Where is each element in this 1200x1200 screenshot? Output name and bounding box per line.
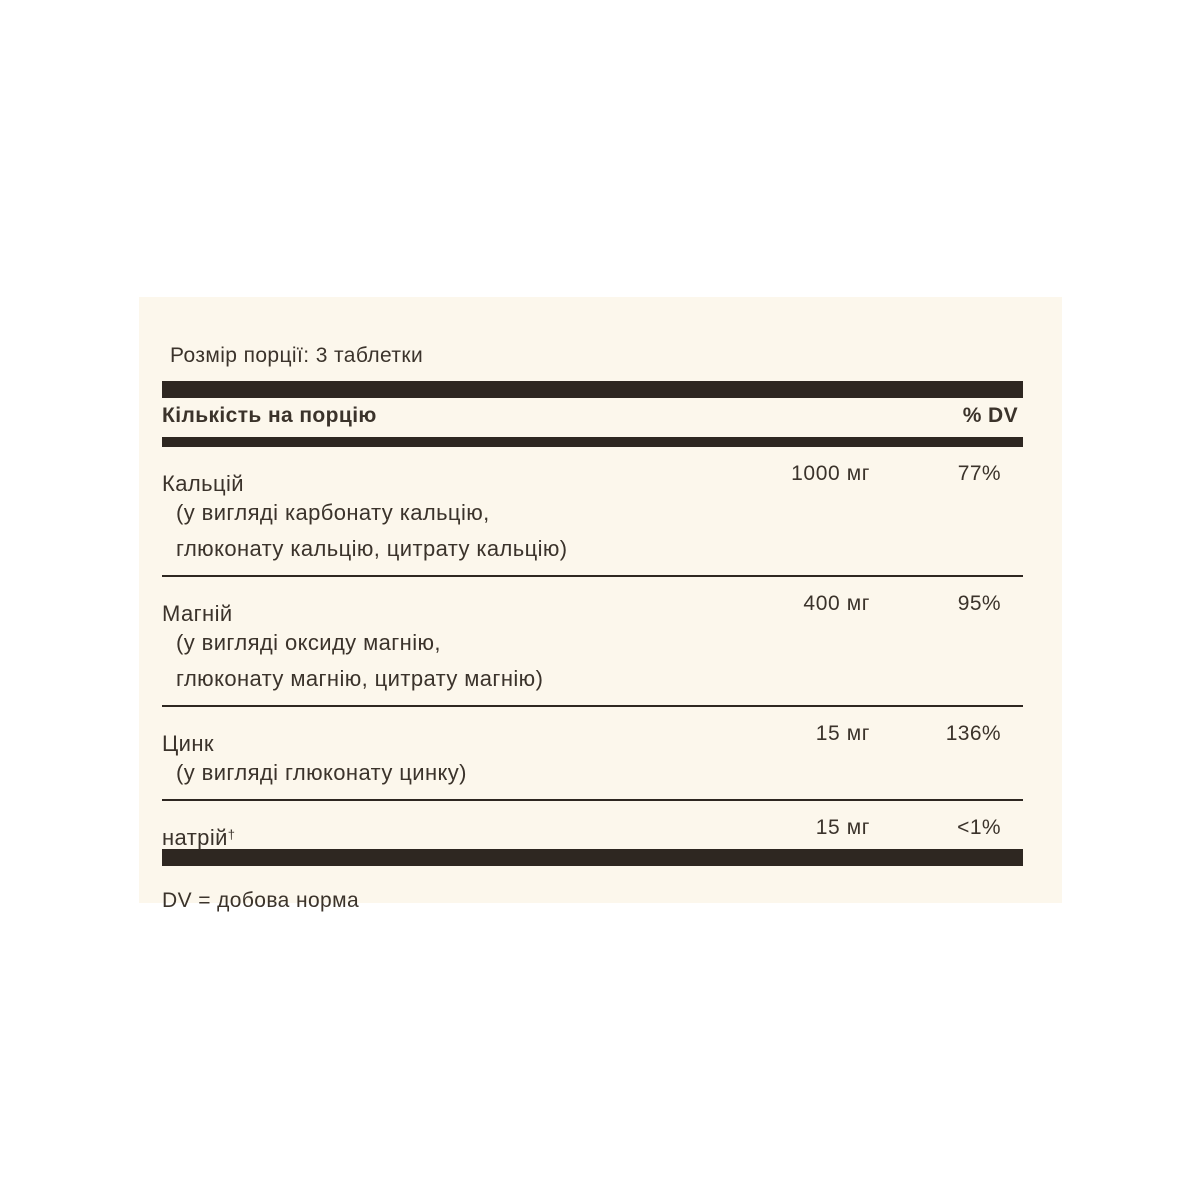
- nutrient-row: [162, 707, 1023, 801]
- nutrient-dv: 77%: [957, 462, 1001, 485]
- facts-header-row: [162, 398, 1023, 437]
- nutrient-footnote-mark: †: [227, 827, 236, 842]
- nutrient-dv: 136%: [945, 722, 1001, 745]
- nutrient-dv: <1%: [957, 816, 1001, 839]
- ingredient-form-detail: (у вигляді карбонату кальцію,: [176, 500, 490, 525]
- serving-size-text: Розмір порції: 3 таблетки: [170, 344, 424, 367]
- nutrient-row: [162, 801, 1023, 849]
- nutrient-name-text: Кальцій: [162, 471, 244, 496]
- nutrient-name: [162, 463, 713, 502]
- nutrient-name-text: натрій: [162, 825, 228, 850]
- amount-per-serving-header: Кількість на порцію: [162, 404, 377, 427]
- header-divider-bar: [162, 437, 1023, 447]
- nutrient-amount: 400 мг: [803, 592, 870, 615]
- nutrient-name: [162, 593, 713, 632]
- nutrient-name: [162, 723, 713, 762]
- ingredient-form-detail: (у вигляді глюконату цинку): [176, 760, 467, 785]
- top-divider-bar: [162, 381, 1023, 398]
- supplement-facts-panel: [139, 297, 1062, 912]
- dv-footnote: DV = добова норма: [162, 889, 360, 912]
- nutrient-amount: 15 мг: [815, 816, 870, 839]
- facts-rows: [162, 447, 1023, 849]
- dv-header: % DV: [962, 404, 1018, 427]
- nutrient-amount: 1000 мг: [791, 462, 870, 485]
- ingredient-form-detail: глюконату магнію, цитрату магнію): [176, 666, 544, 691]
- nutrient-name-text: Цинк: [162, 731, 214, 756]
- nutrient-details: [162, 625, 1023, 705]
- nutrient-name-text: Магній: [162, 601, 233, 626]
- nutrient-amount: 15 мг: [815, 722, 870, 745]
- nutrient-name: [162, 817, 713, 856]
- ingredient-form-detail: (у вигляді оксиду магнію,: [176, 630, 441, 655]
- nutrient-row: [162, 447, 1023, 577]
- nutrient-row: [162, 577, 1023, 707]
- nutrient-details: [162, 495, 1023, 575]
- nutrient-dv: 95%: [957, 592, 1001, 615]
- ingredient-form-detail: глюконату кальцію, цитрату кальцію): [176, 536, 568, 561]
